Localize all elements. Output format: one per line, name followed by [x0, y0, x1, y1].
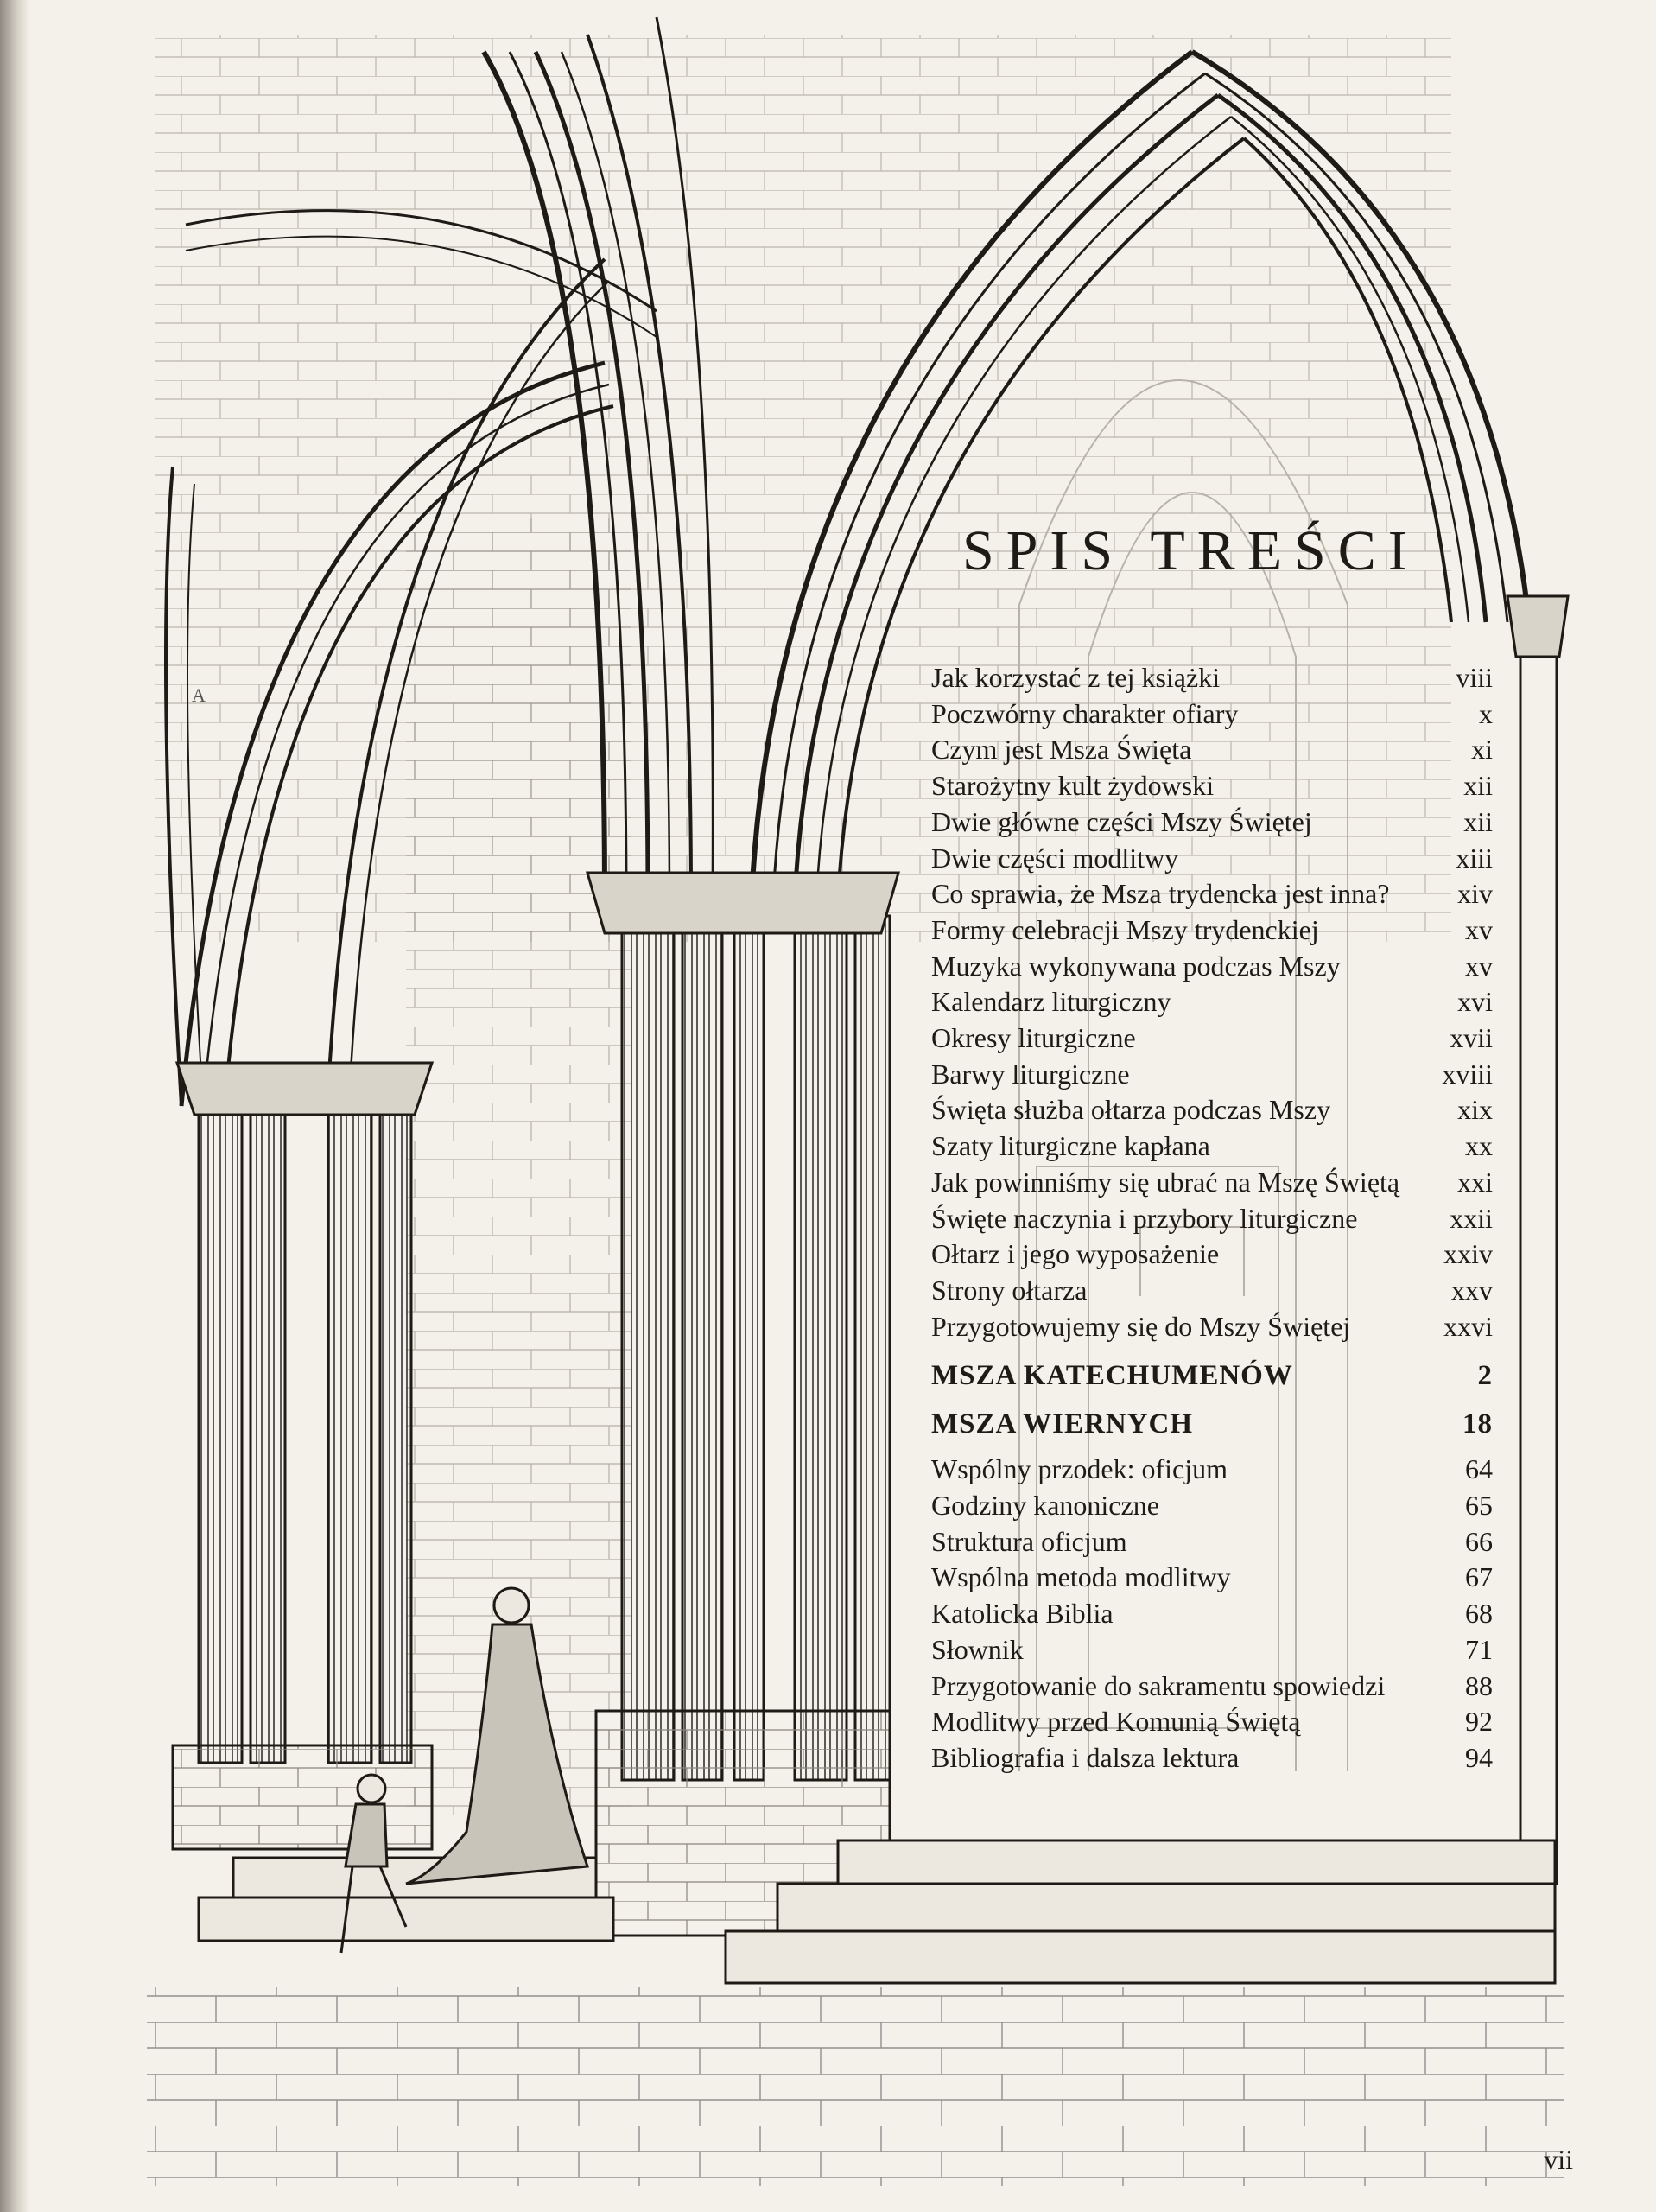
toc-entry-page: xxvi — [1443, 1310, 1493, 1342]
toc-entry-label: Okresy liturgiczne — [931, 1022, 1136, 1054]
toc-entry — [931, 876, 1493, 912]
toc-entry — [931, 1273, 1493, 1309]
toc-entry-label: Dwie części modlitwy — [931, 842, 1179, 874]
toc-entry-page: xx — [1465, 1130, 1493, 1162]
toc-entry — [931, 1400, 1493, 1448]
toc-entry-page: xxiv — [1443, 1238, 1493, 1270]
toc-entry — [931, 1057, 1493, 1093]
toc-major-sections — [931, 1351, 1493, 1448]
toc-entry-page: xiii — [1456, 842, 1493, 874]
toc-entry-label: Kalendarz liturgiczny — [931, 986, 1171, 1018]
toc-entry-label: Przygotowanie do sakramentu spowiedzi — [931, 1669, 1386, 1701]
toc-entry — [931, 696, 1493, 733]
toc-entry-page: xxii — [1450, 1202, 1493, 1234]
toc-entry-label: Jak powinniśmy się ubrać na Mszę Świętą — [931, 1166, 1400, 1198]
toc-entry — [931, 1669, 1493, 1705]
toc-entry-label: Czym jest Msza Święta — [931, 734, 1192, 766]
toc-entry-label: Godziny kanoniczne — [931, 1490, 1159, 1522]
toc-entry-page: xv — [1465, 913, 1493, 945]
toc-entry — [931, 1524, 1493, 1560]
toc-entry-page: xii — [1463, 805, 1493, 837]
illustration-letter: A — [192, 684, 206, 706]
toc-entry — [931, 984, 1493, 1020]
toc-entry-page: 71 — [1465, 1633, 1493, 1665]
central-column-cluster — [587, 873, 898, 1936]
toc-entry — [931, 1488, 1493, 1524]
toc-entry-page: 18 — [1462, 1408, 1493, 1440]
toc-entry-label: Święta służba ołtarza podczas Mszy — [931, 1094, 1331, 1126]
toc-entry-page: 66 — [1465, 1525, 1493, 1557]
toc-entry-page: 94 — [1465, 1741, 1493, 1773]
toc-entry — [931, 1201, 1493, 1237]
toc-entry — [931, 912, 1493, 949]
toc-entry-page: xix — [1457, 1094, 1493, 1126]
toc-entry-label: Modlitwy przed Komunią Świętą — [931, 1706, 1301, 1738]
toc-entry — [931, 1309, 1493, 1345]
page-number: vii — [1544, 2144, 1573, 2175]
toc-entry-page: xi — [1471, 734, 1493, 766]
toc-entry — [931, 949, 1493, 985]
toc-entry-label: Strony ołtarza — [931, 1274, 1088, 1306]
toc-entry-label: Ołtarz i jego wyposażenie — [931, 1238, 1220, 1270]
toc-entry-label: Święte naczynia i przybory liturgiczne — [931, 1202, 1358, 1234]
left-column-cluster — [173, 1063, 432, 1849]
toc-entry — [931, 1236, 1493, 1273]
toc-entry-label: Przygotowujemy się do Mszy Świętej — [931, 1310, 1351, 1342]
toc-entry-label: Struktura oficjum — [931, 1525, 1127, 1557]
toc-entry — [931, 732, 1493, 768]
toc-entry-label: MSZA KATECHUMENÓW — [931, 1360, 1293, 1392]
toc-entry-label: Jak korzystać z tej książki — [931, 662, 1221, 693]
toc-entry-label: Bibliografia i dalsza lektura — [931, 1741, 1240, 1773]
toc-entry-label: Katolicka Biblia — [931, 1598, 1114, 1630]
toc-entry — [931, 841, 1493, 877]
table-of-contents — [931, 518, 1493, 1777]
toc-entry-page: 65 — [1465, 1490, 1493, 1522]
toc-entry-label: Szaty liturgiczne kapłana — [931, 1130, 1210, 1162]
toc-entry — [931, 804, 1493, 841]
toc-entry-label: Muzyka wykonywana podczas Mszy — [931, 950, 1341, 982]
toc-entry-label: Formy celebracji Mszy trydenckiej — [931, 913, 1319, 945]
toc-entry — [931, 1128, 1493, 1165]
toc-entry — [931, 660, 1493, 696]
toc-entry — [931, 1092, 1493, 1128]
toc-entry-page: x — [1479, 697, 1493, 729]
toc-entry-label: Wspólny przodek: oficjum — [931, 1453, 1228, 1485]
paved-floor — [147, 1987, 1564, 2186]
toc-entry — [931, 1560, 1493, 1596]
toc-entry — [931, 1452, 1493, 1488]
right-capital — [1507, 596, 1568, 1884]
toc-entry-page: xxi — [1457, 1166, 1493, 1198]
toc-entry-label: Barwy liturgiczne — [931, 1058, 1130, 1090]
toc-entry — [931, 1740, 1493, 1777]
toc-entry-page: xv — [1465, 950, 1493, 982]
toc-entry-page: xvi — [1457, 986, 1493, 1018]
toc-entry-page: xii — [1463, 770, 1493, 802]
toc-entry-page: xvii — [1450, 1022, 1493, 1054]
toc-entry-page: 64 — [1465, 1453, 1493, 1485]
toc-entry-page: xiv — [1457, 878, 1493, 910]
toc-entry — [931, 1165, 1493, 1201]
toc-entry-page: 68 — [1465, 1598, 1493, 1630]
toc-entry — [931, 1704, 1493, 1740]
toc-entry-label: Co sprawia, że Msza trydencka jest inna? — [931, 878, 1390, 910]
toc-entry-label: Wspólna metoda modlitwy — [931, 1561, 1231, 1593]
toc-entry-page: 88 — [1465, 1669, 1493, 1701]
toc-back-matter — [931, 1452, 1493, 1776]
toc-entry — [931, 768, 1493, 804]
toc-front-matter — [931, 660, 1493, 1344]
toc-entry-page: xxv — [1451, 1274, 1493, 1306]
toc-entry-page: 2 — [1477, 1360, 1493, 1392]
toc-entry — [931, 1596, 1493, 1632]
toc-entry-label: MSZA WIERNYCH — [931, 1408, 1194, 1440]
toc-entry-label: Starożytny kult żydowski — [931, 770, 1215, 802]
toc-title: SPIS TREŚCI — [962, 519, 1419, 582]
toc-entry-label: Dwie główne części Mszy Świętej — [931, 805, 1312, 837]
toc-entry — [931, 1351, 1493, 1400]
toc-entry-label: Poczwórny charakter ofiary — [931, 697, 1239, 729]
toc-entry-page: 92 — [1465, 1706, 1493, 1738]
stone-steps — [199, 1840, 1555, 1983]
toc-entry — [931, 1632, 1493, 1669]
toc-entry-label: Słownik — [931, 1633, 1024, 1665]
toc-entry-page: xviii — [1442, 1058, 1493, 1090]
toc-entry-page: viii — [1456, 662, 1493, 693]
toc-entry — [931, 1020, 1493, 1057]
toc-entry-page: 67 — [1465, 1561, 1493, 1593]
